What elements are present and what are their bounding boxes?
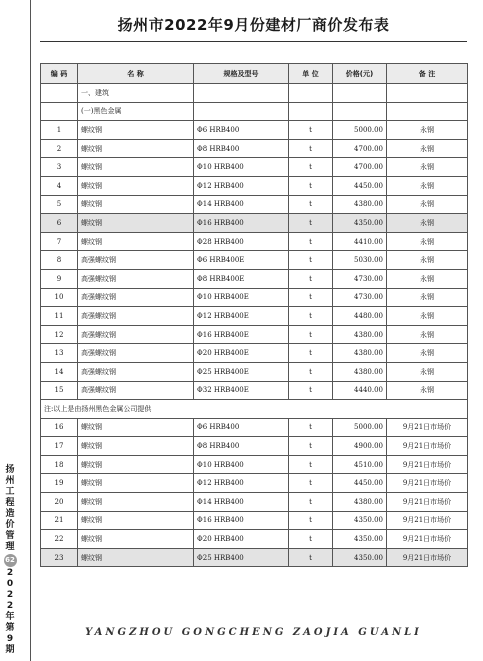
cell-name: 螺纹钢 <box>78 214 194 233</box>
cell-name: 螺纹钢 <box>78 418 194 437</box>
cell-price: 4480.00 <box>333 307 387 326</box>
cell-name: 高强螺纹钢 <box>78 307 194 326</box>
cell-spec: Φ12 HRB400 <box>194 176 289 195</box>
cell-note: 永钢 <box>387 139 468 158</box>
table-row <box>41 139 468 158</box>
margin-rule <box>30 0 31 661</box>
page-title: 扬州市2022年9月份建材厂商价发布表 <box>117 16 390 34</box>
cell-code: 1 <box>41 121 78 140</box>
cell-name: 高强螺纹钢 <box>78 269 194 288</box>
footer-text: YANGZHOU GONGCHENG ZAOJIA GUANLI <box>85 627 422 638</box>
cell-unit: t <box>289 325 333 344</box>
cell-note: 9月21日市场价 <box>387 493 468 512</box>
cell-price: 4730.00 <box>333 269 387 288</box>
col-header-unit: 单 位 <box>289 64 333 84</box>
table-row <box>41 437 468 456</box>
table-row <box>41 474 468 493</box>
table-row <box>41 418 468 437</box>
table-row <box>41 251 468 270</box>
cell-spec: Φ6 HRB400E <box>194 251 289 270</box>
cell-unit: t <box>289 232 333 251</box>
cell-unit: t <box>289 493 333 512</box>
cell-note: 9月21日市场价 <box>387 511 468 530</box>
cell-note: 永钢 <box>387 176 468 195</box>
cell-price: 4700.00 <box>333 139 387 158</box>
cell-name: 螺纹钢 <box>78 121 194 140</box>
cell-code: 4 <box>41 176 78 195</box>
cell-price: 4380.00 <box>333 362 387 381</box>
title-rule <box>40 41 467 42</box>
cell-name: 螺纹钢 <box>78 493 194 512</box>
cell-note: 永钢 <box>387 158 468 177</box>
cell-price: 4700.00 <box>333 158 387 177</box>
table-row <box>41 269 468 288</box>
cell-price: 5000.00 <box>333 418 387 437</box>
table-row <box>41 121 468 140</box>
cell-unit: t <box>289 176 333 195</box>
cell-spec: Φ12 HRB400E <box>194 307 289 326</box>
table-row <box>41 530 468 549</box>
table-row <box>41 307 468 326</box>
cell-code: 21 <box>41 511 78 530</box>
table-row <box>41 344 468 363</box>
cell-note: 永钢 <box>387 288 468 307</box>
cell-name: 螺纹钢 <box>78 530 194 549</box>
cell-spec: Φ25 HRB400 <box>194 548 289 567</box>
cell-unit: t <box>289 511 333 530</box>
cell-spec: Φ20 HRB400E <box>194 344 289 363</box>
cell-name: 高强螺纹钢 <box>78 381 194 400</box>
cell-note: 永钢 <box>387 307 468 326</box>
cell-code: 22 <box>41 530 78 549</box>
cell-code: 13 <box>41 344 78 363</box>
cell-name: 螺纹钢 <box>78 139 194 158</box>
cell-price: 4350.00 <box>333 214 387 233</box>
cell-name: 高强螺纹钢 <box>78 362 194 381</box>
cell-price: 4440.00 <box>333 381 387 400</box>
cell-code: 15 <box>41 381 78 400</box>
cell-spec: Φ16 HRB400 <box>194 511 289 530</box>
cell-spec: Φ20 HRB400 <box>194 530 289 549</box>
side-label <box>2 465 18 656</box>
cell-code: 12 <box>41 325 78 344</box>
cell-spec: Φ16 HRB400 <box>194 214 289 233</box>
cell-note: 9月21日市场价 <box>387 548 468 567</box>
cell-code: 14 <box>41 362 78 381</box>
cell-note: 永钢 <box>387 121 468 140</box>
cell-spec: Φ25 HRB400E <box>194 362 289 381</box>
cell-price: 4350.00 <box>333 530 387 549</box>
cell-code: 18 <box>41 455 78 474</box>
cell-note: 永钢 <box>387 214 468 233</box>
cell-price: 5030.00 <box>333 251 387 270</box>
cell-spec: Φ8 HRB400E <box>194 269 289 288</box>
table-row <box>41 288 468 307</box>
source-note: 注:以上是由扬州黑色金属公司提供 <box>41 400 468 419</box>
cell-price: 4380.00 <box>333 195 387 214</box>
cell-price: 4350.00 <box>333 548 387 567</box>
cell-price: 4450.00 <box>333 176 387 195</box>
cell-name: 高强螺纹钢 <box>78 251 194 270</box>
cell-unit: t <box>289 139 333 158</box>
col-header-name: 名 称 <box>78 64 194 84</box>
table-row <box>41 232 468 251</box>
page-number: 62 <box>4 554 17 567</box>
price-table <box>40 63 468 567</box>
cell-unit: t <box>289 307 333 326</box>
cell-spec: Φ16 HRB400E <box>194 325 289 344</box>
cell-name: 螺纹钢 <box>78 195 194 214</box>
cell-name: 高强螺纹钢 <box>78 325 194 344</box>
col-header-note: 备 注 <box>387 64 468 84</box>
cell-name: 高强螺纹钢 <box>78 288 194 307</box>
cell-price: 4350.00 <box>333 511 387 530</box>
table-row <box>41 381 468 400</box>
cell-note: 9月21日市场价 <box>387 437 468 456</box>
cell-unit: t <box>289 269 333 288</box>
cell-name: 高强螺纹钢 <box>78 344 194 363</box>
table-row <box>41 455 468 474</box>
cell-price: 4510.00 <box>333 455 387 474</box>
cell-price: 4380.00 <box>333 493 387 512</box>
journal-name: 扬 州 工 程 造 价 管 理 <box>5 465 15 552</box>
cell-code: 9 <box>41 269 78 288</box>
note-row <box>41 400 468 419</box>
table-row <box>41 325 468 344</box>
cell-spec: Φ6 HRB400 <box>194 121 289 140</box>
cell-spec: Φ14 HRB400 <box>194 195 289 214</box>
cell-spec: Φ8 HRB400 <box>194 139 289 158</box>
cell-code: 8 <box>41 251 78 270</box>
section-row-building-label: 一、建筑 <box>78 84 194 103</box>
table-body <box>41 84 468 567</box>
cell-name: 螺纹钢 <box>78 232 194 251</box>
cell-price: 4380.00 <box>333 344 387 363</box>
cell-code: 2 <box>41 139 78 158</box>
cell-price: 4730.00 <box>333 288 387 307</box>
cell-name: 螺纹钢 <box>78 474 194 493</box>
cell-spec: Φ8 HRB400 <box>194 437 289 456</box>
table-row <box>41 176 468 195</box>
cell-unit: t <box>289 530 333 549</box>
cell-code: 6 <box>41 214 78 233</box>
cell-note: 9月21日市场价 <box>387 455 468 474</box>
cell-price: 4380.00 <box>333 325 387 344</box>
cell-spec: Φ12 HRB400 <box>194 474 289 493</box>
cell-unit: t <box>289 121 333 140</box>
cell-note: 永钢 <box>387 325 468 344</box>
cell-note: 永钢 <box>387 344 468 363</box>
cell-spec: Φ10 HRB400 <box>194 158 289 177</box>
cell-name: 螺纹钢 <box>78 455 194 474</box>
cell-unit: t <box>289 362 333 381</box>
cell-unit: t <box>289 195 333 214</box>
cell-price: 4450.00 <box>333 474 387 493</box>
section-row-building <box>41 84 468 103</box>
cell-note: 永钢 <box>387 251 468 270</box>
cell-spec: Φ10 HRB400E <box>194 288 289 307</box>
cell-unit: t <box>289 381 333 400</box>
header-row <box>41 64 468 84</box>
col-header-price: 价格(元) <box>333 64 387 84</box>
table-row <box>41 362 468 381</box>
table-row <box>41 548 468 567</box>
cell-price: 4900.00 <box>333 437 387 456</box>
cell-name: 螺纹钢 <box>78 511 194 530</box>
cell-unit: t <box>289 418 333 437</box>
cell-price: 5000.00 <box>333 121 387 140</box>
cell-code: 17 <box>41 437 78 456</box>
cell-name: 螺纹钢 <box>78 176 194 195</box>
section-row-ferrous <box>41 102 468 121</box>
cell-spec: Φ14 HRB400 <box>194 493 289 512</box>
cell-note: 9月21日市场价 <box>387 530 468 549</box>
cell-note: 永钢 <box>387 232 468 251</box>
cell-note: 永钢 <box>387 269 468 288</box>
cell-code: 23 <box>41 548 78 567</box>
section-row-ferrous-label: (一)黑色金属 <box>78 102 194 121</box>
col-header-code: 编 码 <box>41 64 78 84</box>
cell-name: 螺纹钢 <box>78 158 194 177</box>
cell-code: 11 <box>41 307 78 326</box>
cell-unit: t <box>289 344 333 363</box>
cell-unit: t <box>289 214 333 233</box>
table-row <box>41 493 468 512</box>
cell-spec: Φ28 HRB400 <box>194 232 289 251</box>
cell-unit: t <box>289 437 333 456</box>
table-row <box>41 195 468 214</box>
cell-note: 永钢 <box>387 362 468 381</box>
cell-unit: t <box>289 158 333 177</box>
cell-name: 螺纹钢 <box>78 437 194 456</box>
cell-code: 7 <box>41 232 78 251</box>
cell-unit: t <box>289 288 333 307</box>
cell-code: 20 <box>41 493 78 512</box>
cell-unit: t <box>289 455 333 474</box>
cell-unit: t <box>289 548 333 567</box>
cell-note: 永钢 <box>387 381 468 400</box>
cell-name: 螺纹钢 <box>78 548 194 567</box>
issue-label: 2 0 2 2 年 第 9 期 <box>5 568 15 655</box>
cell-spec: Φ32 HRB400E <box>194 381 289 400</box>
table-row <box>41 214 468 233</box>
table-row <box>41 511 468 530</box>
col-header-spec: 规格及型号 <box>194 64 289 84</box>
cell-code: 10 <box>41 288 78 307</box>
cell-spec: Φ10 HRB400 <box>194 455 289 474</box>
cell-unit: t <box>289 474 333 493</box>
cell-code: 3 <box>41 158 78 177</box>
cell-unit: t <box>289 251 333 270</box>
cell-note: 永钢 <box>387 195 468 214</box>
cell-code: 19 <box>41 474 78 493</box>
cell-code: 16 <box>41 418 78 437</box>
cell-spec: Φ6 HRB400 <box>194 418 289 437</box>
table-row <box>41 158 468 177</box>
cell-code: 5 <box>41 195 78 214</box>
cell-note: 9月21日市场价 <box>387 418 468 437</box>
cell-price: 4410.00 <box>333 232 387 251</box>
cell-note: 9月21日市场价 <box>387 474 468 493</box>
